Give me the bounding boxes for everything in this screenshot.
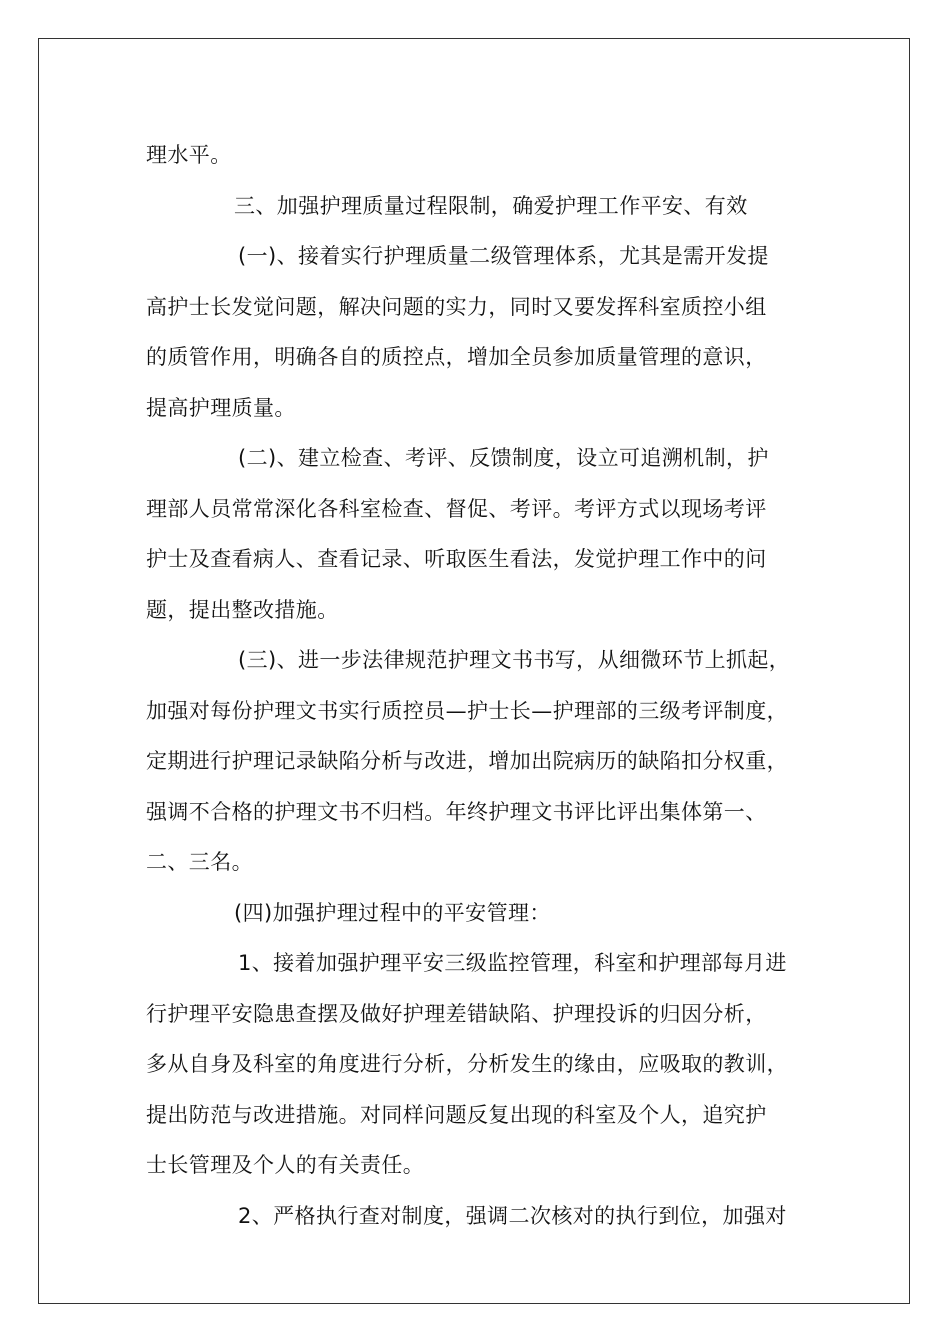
subsection-heading: (四)加强护理过程中的平安管理： [234,900,551,925]
text-line: 理部人员常常深化各科室检查、督促、考评。考评方式以现场考评 [146,496,767,521]
section-heading: 三、加强护理质量过程限制，确爱护理工作平安、有效 [234,193,748,218]
text-line: (二)、建立检查、考评、反馈制度，设立可追溯机制，护 [238,446,769,470]
text-line: 高护士长发觉问题，解决问题的实力，同时又要发挥科室质控小组 [146,294,767,319]
text-line: 士长管理及个人的有关责任。 [146,1153,425,1177]
text-line: 提高护理质量。 [146,395,296,420]
text-line: 提出防范与改进措施。对同样问题反复出现的科室及个人，追究护 [146,1102,767,1127]
text-line: 定期进行护理记录缺陷分析与改进，增加出院病历的缺陷扣分权重， [146,749,788,773]
document-body [146,130,826,1241]
text-line: 行护理平安隐患查摆及做好护理差错缺陷、护理投诉的归因分析， [146,1001,767,1026]
text-line: 强调不合格的护理文书不归档。年终护理文书评比评出集体第一、 [146,799,767,824]
text-line: 理水平。 [146,143,232,167]
text-line: 二、三名。 [146,850,253,874]
text-line: 护士及查看病人、查看记录、听取医生看法，发觉护理工作中的问 [146,547,767,571]
text-line: 加强对每份护理文书实行质控员—护士长—护理部的三级考评制度， [146,698,788,723]
text-line: (三)、进一步法律规范护理文书书写，从细微环节上抓起， [238,648,791,672]
text-line: 2、严格执行查对制度，强调二次核对的执行到位，加强对 [238,1203,787,1228]
text-line: 1、接着加强护理平安三级监控管理，科室和护理部每月进 [238,951,787,975]
text-line: (一)、接着实行护理质量二级管理体系，尤其是需开发提 [238,244,769,268]
text-line: 多从自身及科室的角度进行分析，分析发生的缘由，应吸取的教训， [146,1052,788,1076]
text-line: 的质管作用，明确各自的质控点，增加全员参加质量管理的意识， [146,345,767,369]
text-line: 题，提出整改措施。 [146,597,339,622]
